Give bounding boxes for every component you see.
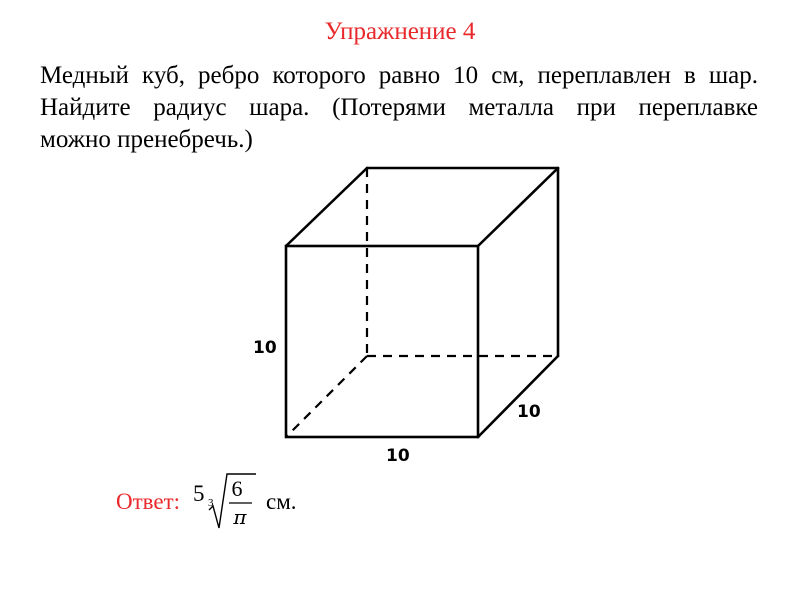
problem-line: Медный куб, ребро которого равно 10 см, переплавлен в шар.	[40, 62, 758, 89]
visible-edge	[286, 168, 367, 246]
hidden-edge	[286, 356, 367, 437]
front-face	[286, 246, 478, 437]
exercise-title: Упражнение 4	[324, 18, 476, 45]
formula-coefficient: 5	[193, 481, 205, 506]
problem-line: Найдите радиус шара. (Потерями металла при переплавке	[40, 94, 758, 121]
visible-edge	[478, 356, 558, 437]
answer-formula	[192, 472, 258, 532]
formula-numerator: 6	[231, 476, 243, 501]
answer-unit: см.	[266, 489, 297, 514]
height-label: 10	[253, 338, 277, 358]
width-label: 10	[386, 446, 410, 466]
answer	[116, 472, 297, 532]
answer-label: Ответ:	[116, 489, 181, 514]
formula-root-index: 3	[208, 497, 214, 509]
formula-denominator: π	[233, 505, 247, 529]
problem-line: можно пренебречь.)	[40, 126, 253, 153]
visible-edge	[478, 168, 558, 246]
depth-label: 10	[517, 402, 541, 422]
